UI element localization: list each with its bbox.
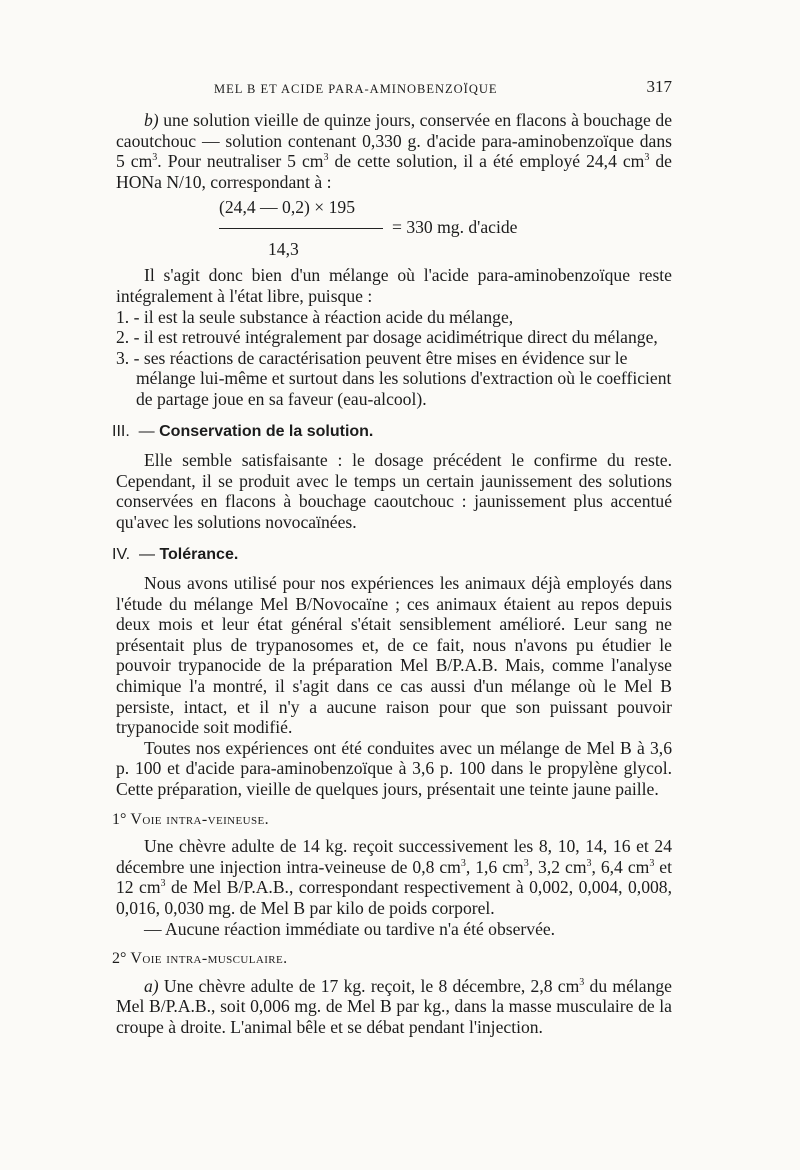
section-heading-conservation: III. — Conservation de la solution.	[112, 422, 374, 440]
tolerance-paragraph-2: Toutes nos expériences ont été conduites avec un mélange de Mel B à 3,6 p. 100 et d'acide para-aminobenzoïque à 3,6 p. 100 dans le propylène glycol. Cette préparation, vieille de quelques jours, présentait une teinte jaune paille.	[116, 737, 672, 800]
conclusion-paragraph: Il s'agit donc bien d'un mélange où l'acide para-aminobenzoïque reste intégralement à l'état libre, puisque :	[116, 265, 672, 306]
text-column	[112, 110, 673, 1038]
calculation-formula	[116, 197, 672, 263]
subsection-heading-intramuscular: 2° Voie intra-musculaire.	[112, 950, 288, 968]
solution-b-paragraph: b) une solution vieille de quinze jours, conservée en flacons à bouchage de caoutchouc — solution contenant 0,330 g. d'acide para-aminobenzoïque dans 5 $cm^3$. Pour neutraliser 5 $cm^3$ de cette solution, il a été employé 24,4 $cm^3$ de HONa N/10, correspondant à :	[116, 110, 673, 192]
page-header	[0, 77, 800, 99]
solution-b-label: b)	[144, 110, 159, 130]
conservation-paragraph: Elle semble satisfaisante : le dosage précédent le confirme du reste. Cependant, il se produit avec le temps un certain jaunissement des solutions conservées en flacons à bouchage caoutchouc : jaunissement plus accentué qu'avec les solutions novocaïnées.	[116, 450, 672, 532]
intramuscular-paragraph: a) Une chèvre adulte de 17 kg. reçoit, le 8 décembre, 2,8 $cm^3$ du mélange Mel B/P.A.B., soit 0,006 mg. de Mel B par kg., dans la masse musculaire de la croupe à droite. L'animal bêle et se débat pendant l'injection.	[116, 975, 672, 1037]
intravenous-note: — Aucune réaction immédiate ou tardive n'a été observée.	[144, 918, 556, 939]
tolerance-paragraph-1: Nous avons utilisé pour nos expériences les animaux déjà employés dans l'étude du mélange Mel B/Novocaïne ; ces animaux étaient au repos depuis deux mois et leur état général s'était sensiblement amélioré. Leur sang ne présentait plus de trypanosomes et, de ce fait, nous n'avons pu étudier le pouvoir trypanocide de la préparation Mel B/P.A.B. Mais, comme l'analyse chimique l'a montré, il s'agit dans ce cas aussi d'un mélange où le Mel B persiste, intact, et il n'y a aucune raison pour que son puissant pouvoir trypanocide soit modifié.	[116, 573, 672, 738]
list-item: 1. - il est la seule substance à réaction acide du mélange,	[116, 306, 514, 327]
list-item: 2. - il est retrouvé intégralement par dosage acidimétrique direct du mélange,	[116, 327, 658, 348]
section-heading-tolerance: IV. — Tolérance.	[112, 545, 239, 563]
running-title: MEL B ET ACIDE PARA-AMINOBENZOÏQUE	[214, 82, 498, 96]
list-item: 3. - ses réactions de caractérisation peuvent être mises en évidence sur le mélange lui-même et surtout dans les solutions d'extraction où le coefficient de partage joue en sa faveur (eau-alcool).	[116, 347, 672, 409]
fraction-bar	[219, 228, 383, 229]
formula-result: = 330 mg. d'acide	[392, 217, 518, 238]
section-title: Tolérance.	[159, 545, 239, 563]
formula-denominator: 14,3	[268, 239, 299, 260]
subsection-heading-intravenous: 1° Voie intra-veineuse.	[112, 810, 269, 828]
intravenous-paragraph: Une chèvre adulte de 14 kg. reçoit successivement les 8, 10, 14, 16 et 24 décembre une injection intra-veineuse de 0,8 $cm^3$, 1,6 $cm^3$, 3,2 $cm^3$, 6,4 $cm^3$ et 12 $cm^3$ de Mel B/P.A.B., correspondant respectivement à 0,002, 0,004, 0,008, 0,016, 0,030 mg. de Mel B par kilo de poids corporel.	[116, 836, 672, 918]
section-title: Conservation de la solution.	[159, 422, 374, 440]
formula-numerator: (24,4 — 0,2) × 195	[219, 197, 355, 218]
page-number: 317	[646, 77, 672, 96]
